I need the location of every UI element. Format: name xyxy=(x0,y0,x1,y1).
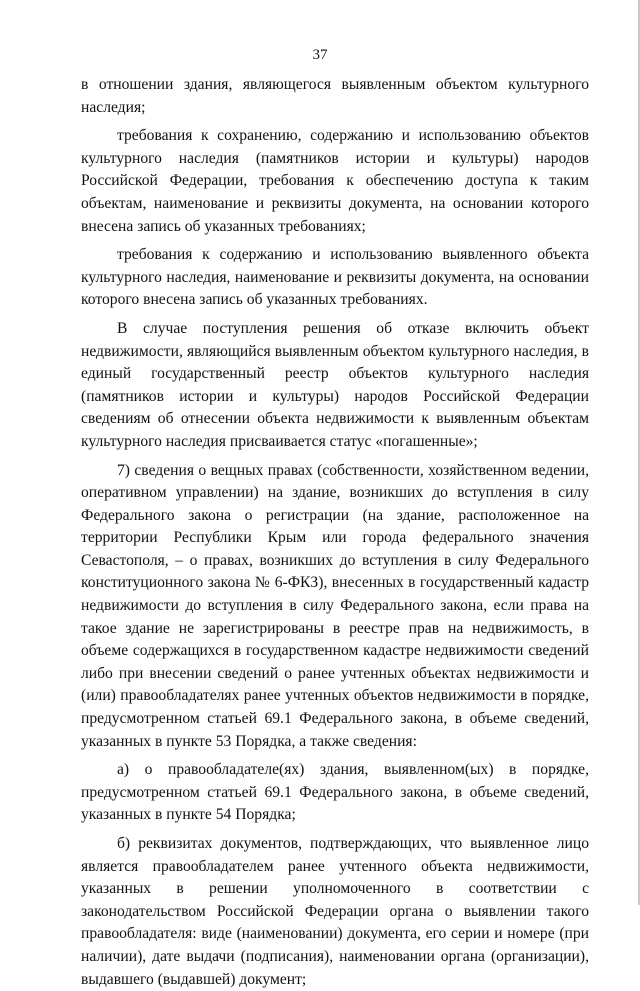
paragraph-3: требования к содержанию и использованию выявленного объекта культурного наследия, наименование и реквизиты документа, на основании которого внесена запись об указанных требованиях. xyxy=(81,246,589,309)
paragraph-4: В случае поступления решения об отказе включить объект недвижимости, являющийся выявленным объектом культурного наследия, в единый государственный реестр объектов культурного наследия (памятников истории и культуры) народов Российской Федерации сведениям об отнесении объекта недвижимости к выявленным объектам культурного наследия присваивается статус «погашенные»; xyxy=(81,319,589,450)
paragraph-5: 7) сведения о вещных правах (собственности, хозяйственном ведении, оперативном управлении) на здание, возникших до вступления в силу Федерального закона о регистрации (на здание, расположенное на территории Республики Крым или города федерального значения Севастополя, – о правах, возникших до вступления в силу Федерального конституционного закона № 6-ФКЗ), внесенных в государственный кадастр недвижимости до вступления в силу Федерального закона, если права на такое здание не зарегистрированы в реестре прав на недвижимость, в объеме содержащихся в государственном кадастре недвижимости сведений либо при внесении сведений о ранее учтенных объектах недвижимости и (или) правообладателях ранее учтенных объектов недвижимости в порядке, предусмотренном статьей 69.1 Федерального закона, в объеме сведений, указанных в пункте 53 Порядка, а также сведения: xyxy=(81,461,589,750)
paragraph-2: требования к сохранению, содержанию и использованию объектов культурного наследия (памятников истории и культуры) народов Российской Федерации, требования к обеспечению доступа к таким объектам, наименование и реквизиты документа, на основании которого внесена запись об указанных требованиях; xyxy=(81,127,589,235)
document-body xyxy=(81,74,589,991)
paragraph-6: а) о правообладателе(ях) здания, выявленном(ых) в порядке, предусмотренном статьей 69.1 Федерального закона, в объеме сведений, указанных в пункте 54 Порядка; xyxy=(81,761,589,824)
page-number: 37 xyxy=(312,47,328,63)
paragraph-1: в отношении здания, являющегося выявленным объектом культурного наследия; xyxy=(81,76,589,116)
paragraph-7: б) реквизитах документов, подтверждающих, что выявленное лицо является правообладателем ранее учтенного объекта недвижимости, указанных в решении уполномоченного в соответствии с законодательством Российской Федерации органа о выявлении такого правообладателя: виде (наименовании) документа, его серии и номере (при наличии), дате выдачи (подписания), наименовании органа (организации), выдавшего (выдавшей) документ; xyxy=(81,835,589,988)
